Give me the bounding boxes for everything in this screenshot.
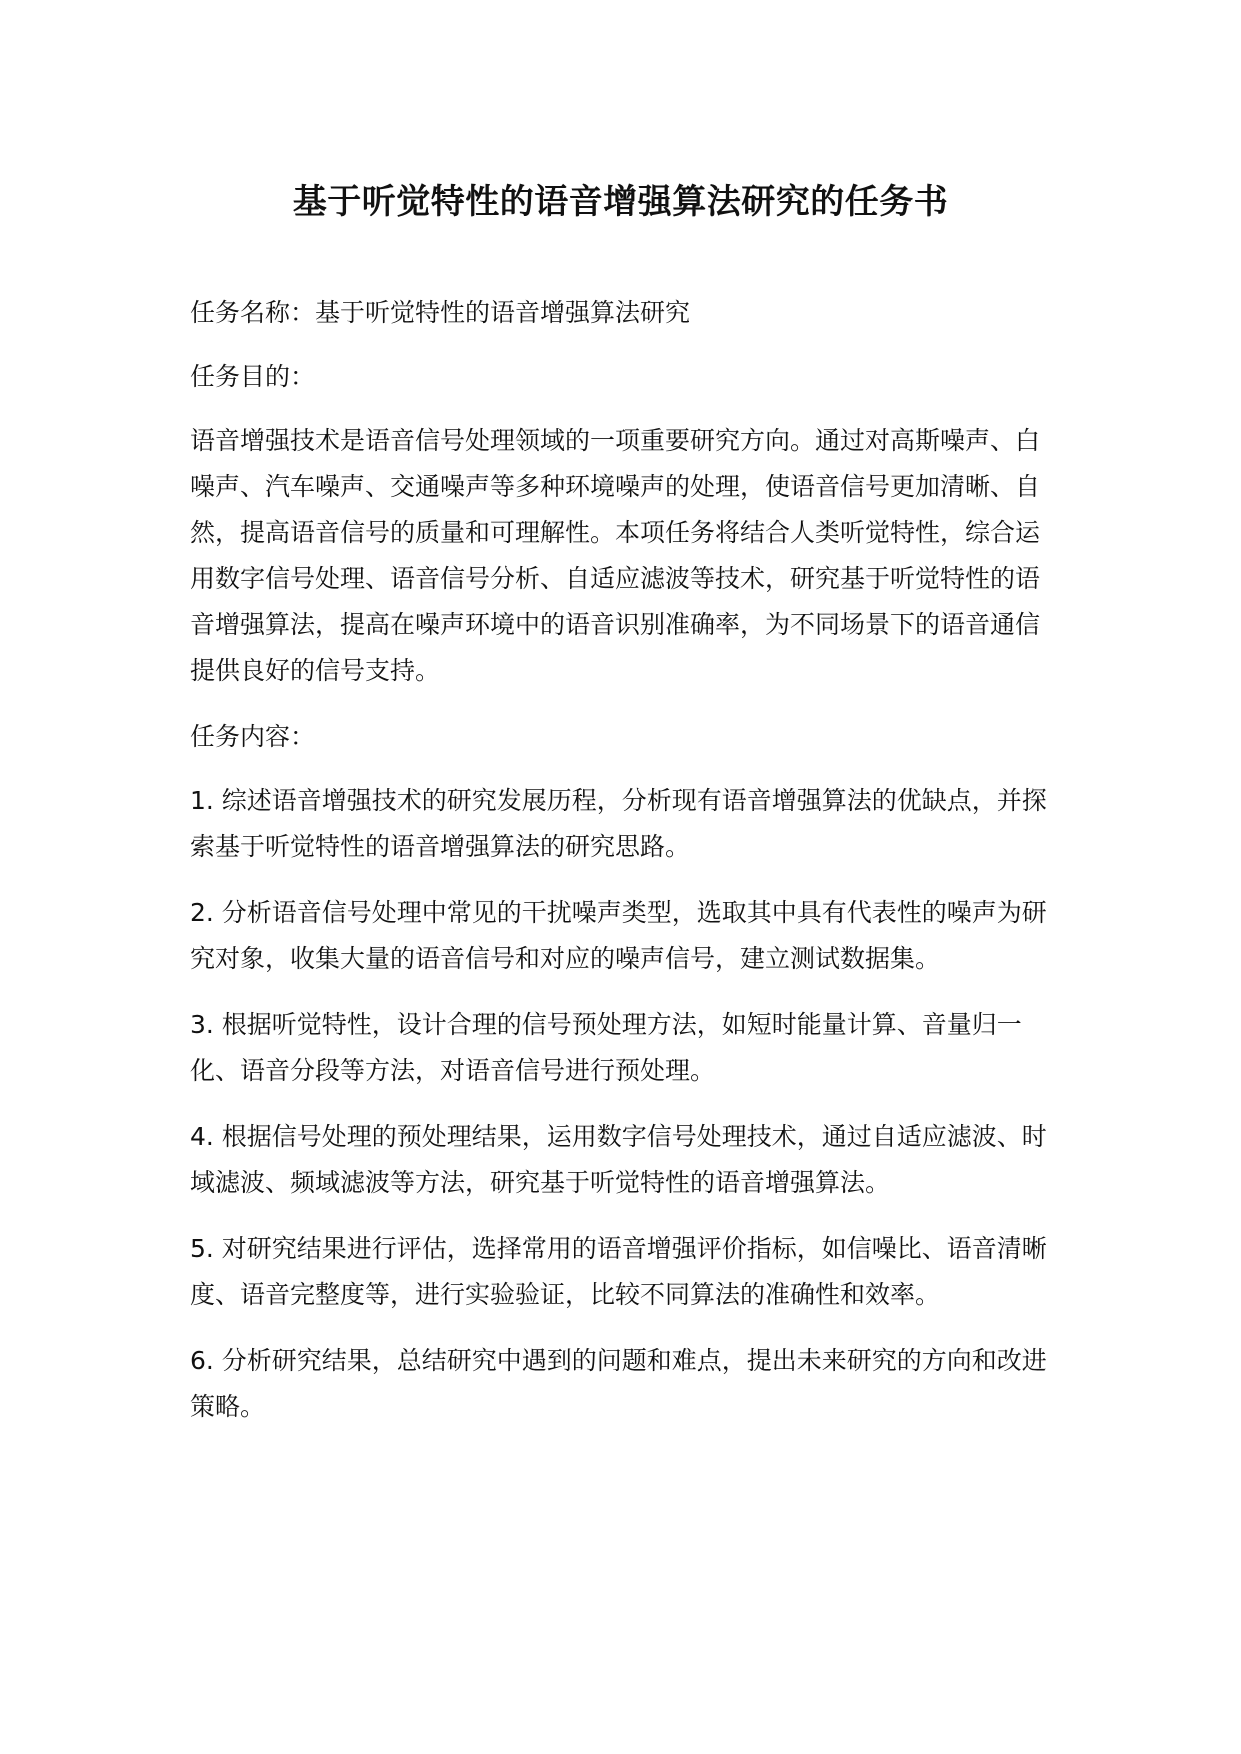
content-item-1: 1. 综述语音增强技术的研究发展历程，分析现有语音增强算法的优缺点，并探索基于听觉特性的语音增强算法的研究思路。: [190, 786, 1047, 861]
content-item-5: 5. 对研究结果进行评估，选择常用的语音增强评价指标，如信噪比、语音清晰度、语音完整度等，进行实验验证，比较不同算法的准确性和效率。: [190, 1234, 1047, 1309]
document-title: 基于听觉特性的语音增强算法研究的任务书: [292, 182, 949, 222]
task-name: 任务名称：基于听觉特性的语音增强算法研究: [190, 298, 691, 327]
document-body: [190, 290, 1050, 1450]
content-item-3: 3. 根据听觉特性，设计合理的信号预处理方法，如短时能量计算、音量归一化、语音分段等方法，对语音信号进行预处理。: [190, 1010, 1022, 1085]
content-item-2: 2. 分析语音信号处理中常见的干扰噪声类型，选取其中具有代表性的噪声为研究对象，收集大量的语音信号和对应的噪声信号，建立测试数据集。: [190, 898, 1047, 973]
content-item-6: 6. 分析研究结果，总结研究中遇到的问题和难点，提出未来研究的方向和改进策略。: [190, 1346, 1047, 1421]
content-item-4: 4. 根据信号处理的预处理结果，运用数字信号处理技术，通过自适应滤波、时域滤波、频域滤波等方法，研究基于听觉特性的语音增强算法。: [190, 1122, 1047, 1197]
purpose-paragraph: 语音增强技术是语音信号处理领域的一项重要研究方向。通过对高斯噪声、白噪声、汽车噪声、交通噪声等多种环境噪声的处理，使语音信号更加清晰、自然，提高语音信号的质量和可理解性。本项任务将结合人类听觉特性，综合运用数字信号处理、语音信号分析、自适应滤波等技术，研究基于听觉特性的语音增强算法，提高在噪声环境中的语音识别准确率，为不同场景下的语音通信提供良好的信号支持。: [190, 426, 1041, 685]
purpose-heading: 任务目的：: [190, 362, 316, 391]
content-heading: 任务内容：: [190, 722, 316, 751]
